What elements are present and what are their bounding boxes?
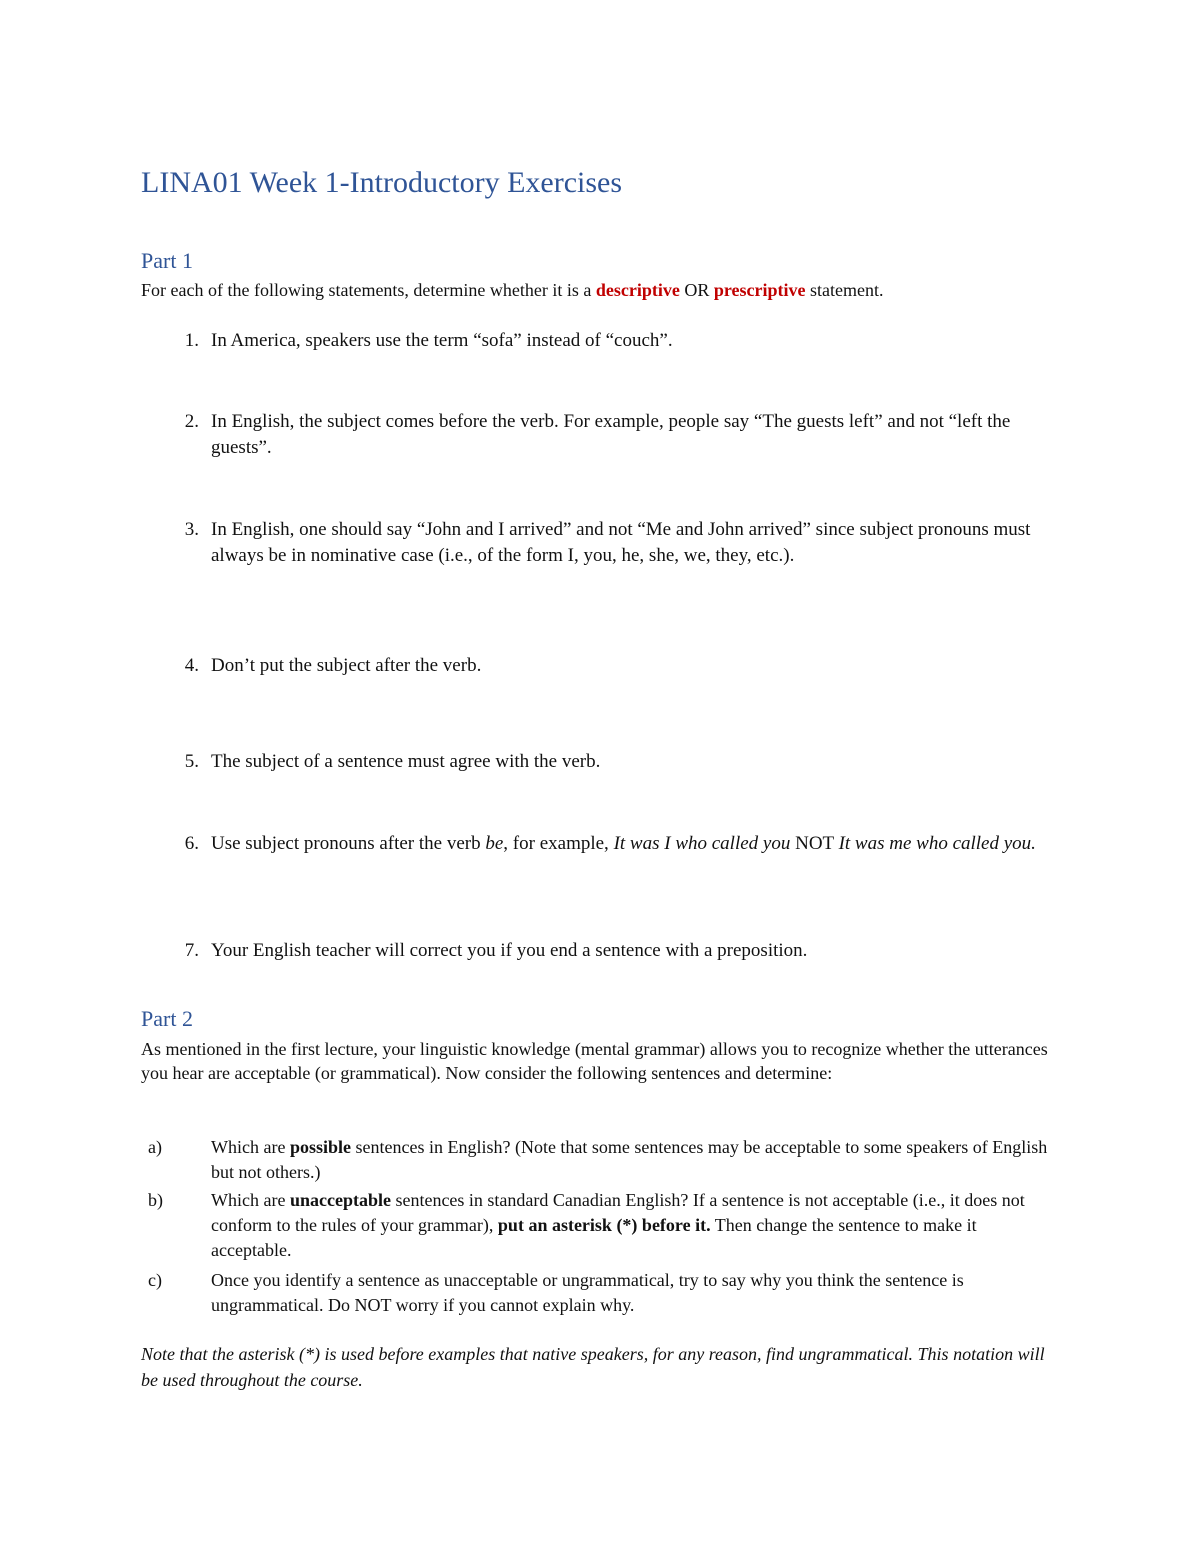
statement-7 xyxy=(141,938,1061,964)
list-number: 5. xyxy=(184,751,199,772)
example-correct: It was I who called you xyxy=(613,833,791,854)
statement-text: Your English teacher will correct you if you end a sentence with a preposition. xyxy=(211,940,808,961)
statement-6 xyxy=(141,831,1061,857)
statement-5 xyxy=(141,749,1061,775)
prescriptive-term: prescriptive xyxy=(713,280,806,300)
verb-be: be xyxy=(485,833,504,854)
document-title: LINA01 Week 1-Introductory Exercises xyxy=(141,166,623,199)
statement-text: In English, one should say “John and I arrived” and not “Me and John arrived” since subject pronouns must always be in nominative case (i.e., of the form I, you, he, she, we, they, etc.). xyxy=(211,519,1031,566)
task-text xyxy=(211,1135,1056,1185)
part1-instructions-or: OR xyxy=(679,280,714,300)
list-number: 4. xyxy=(184,655,199,676)
list-number: 2. xyxy=(184,411,199,432)
part1-instructions-text: For each of the following statements, determine whether it is a xyxy=(141,280,596,300)
task-b-text-end: Then change the sentence to make it acceptable. xyxy=(211,1215,977,1260)
asterisk-note: Note that the asterisk (*) is used before examples that native speakers, for any reason, find ungrammatical. This notation will be used throughout the course. xyxy=(141,1344,1045,1390)
part2-instructions: As mentioned in the first lecture, your linguistic knowledge (mental grammar) allows you to recognize whether the utterances you hear are acceptable (or grammatical). Now consider the following sentences and determine: xyxy=(141,1039,1048,1083)
list-letter: b) xyxy=(148,1190,163,1210)
statement-4 xyxy=(141,653,1061,679)
statement-2 xyxy=(141,409,1061,461)
possible-term: possible xyxy=(289,1137,351,1157)
unacceptable-term: unacceptable xyxy=(289,1190,391,1210)
statement-text: In America, speakers use the term “sofa” instead of “couch”. xyxy=(211,330,673,351)
task-b xyxy=(141,1188,1061,1263)
task-a xyxy=(141,1135,1061,1185)
list-number: 6. xyxy=(184,833,199,854)
task-b-text-start: Which are xyxy=(211,1190,290,1210)
asterisk-instruction: put an asterisk (*) before it. xyxy=(497,1215,711,1235)
example-incorrect: It was me who called you. xyxy=(838,833,1036,854)
statement-6-text-start: Use subject pronouns after the verb xyxy=(211,833,486,854)
statement-text: Don’t put the subject after the verb. xyxy=(211,655,482,676)
list-number: 7. xyxy=(184,940,199,961)
task-text xyxy=(211,1188,1056,1263)
statement-text: In English, the subject comes before the verb. For example, people say “The guests left” and not “left the guests”. xyxy=(211,411,1011,458)
list-number: 3. xyxy=(184,519,199,540)
task-c xyxy=(141,1268,1061,1318)
task-a-text-end: sentences in English? (Note that some sentences may be acceptable to some speakers of English but not others.) xyxy=(211,1137,1048,1182)
statement-1 xyxy=(141,328,1061,354)
task-b-text-mid: sentences in standard Canadian English? If a sentence is not acceptable (i.e., it does not conform to the rules of your grammar), xyxy=(211,1190,1025,1235)
part1-instructions-end: statement. xyxy=(805,280,884,300)
part1-heading: Part 1 xyxy=(141,248,193,273)
list-letter: c) xyxy=(148,1270,162,1290)
statement-6-not: NOT xyxy=(790,833,839,854)
descriptive-term: descriptive xyxy=(595,280,680,300)
task-a-text-start: Which are xyxy=(211,1137,290,1157)
statement-3 xyxy=(141,517,1061,569)
task-text: Once you identify a sentence as unacceptable or ungrammatical, try to say why you think the sentence is ungrammatical. Do NOT worry if you cannot explain why. xyxy=(211,1270,964,1315)
statement-6-text-mid: , for example, xyxy=(503,833,614,854)
list-letter: a) xyxy=(148,1137,162,1157)
list-number: 1. xyxy=(184,330,199,351)
part1-instructions xyxy=(141,278,1061,302)
statement-text: The subject of a sentence must agree with the verb. xyxy=(211,751,601,772)
statement-text xyxy=(211,831,1051,857)
part2-heading: Part 2 xyxy=(141,1006,193,1031)
